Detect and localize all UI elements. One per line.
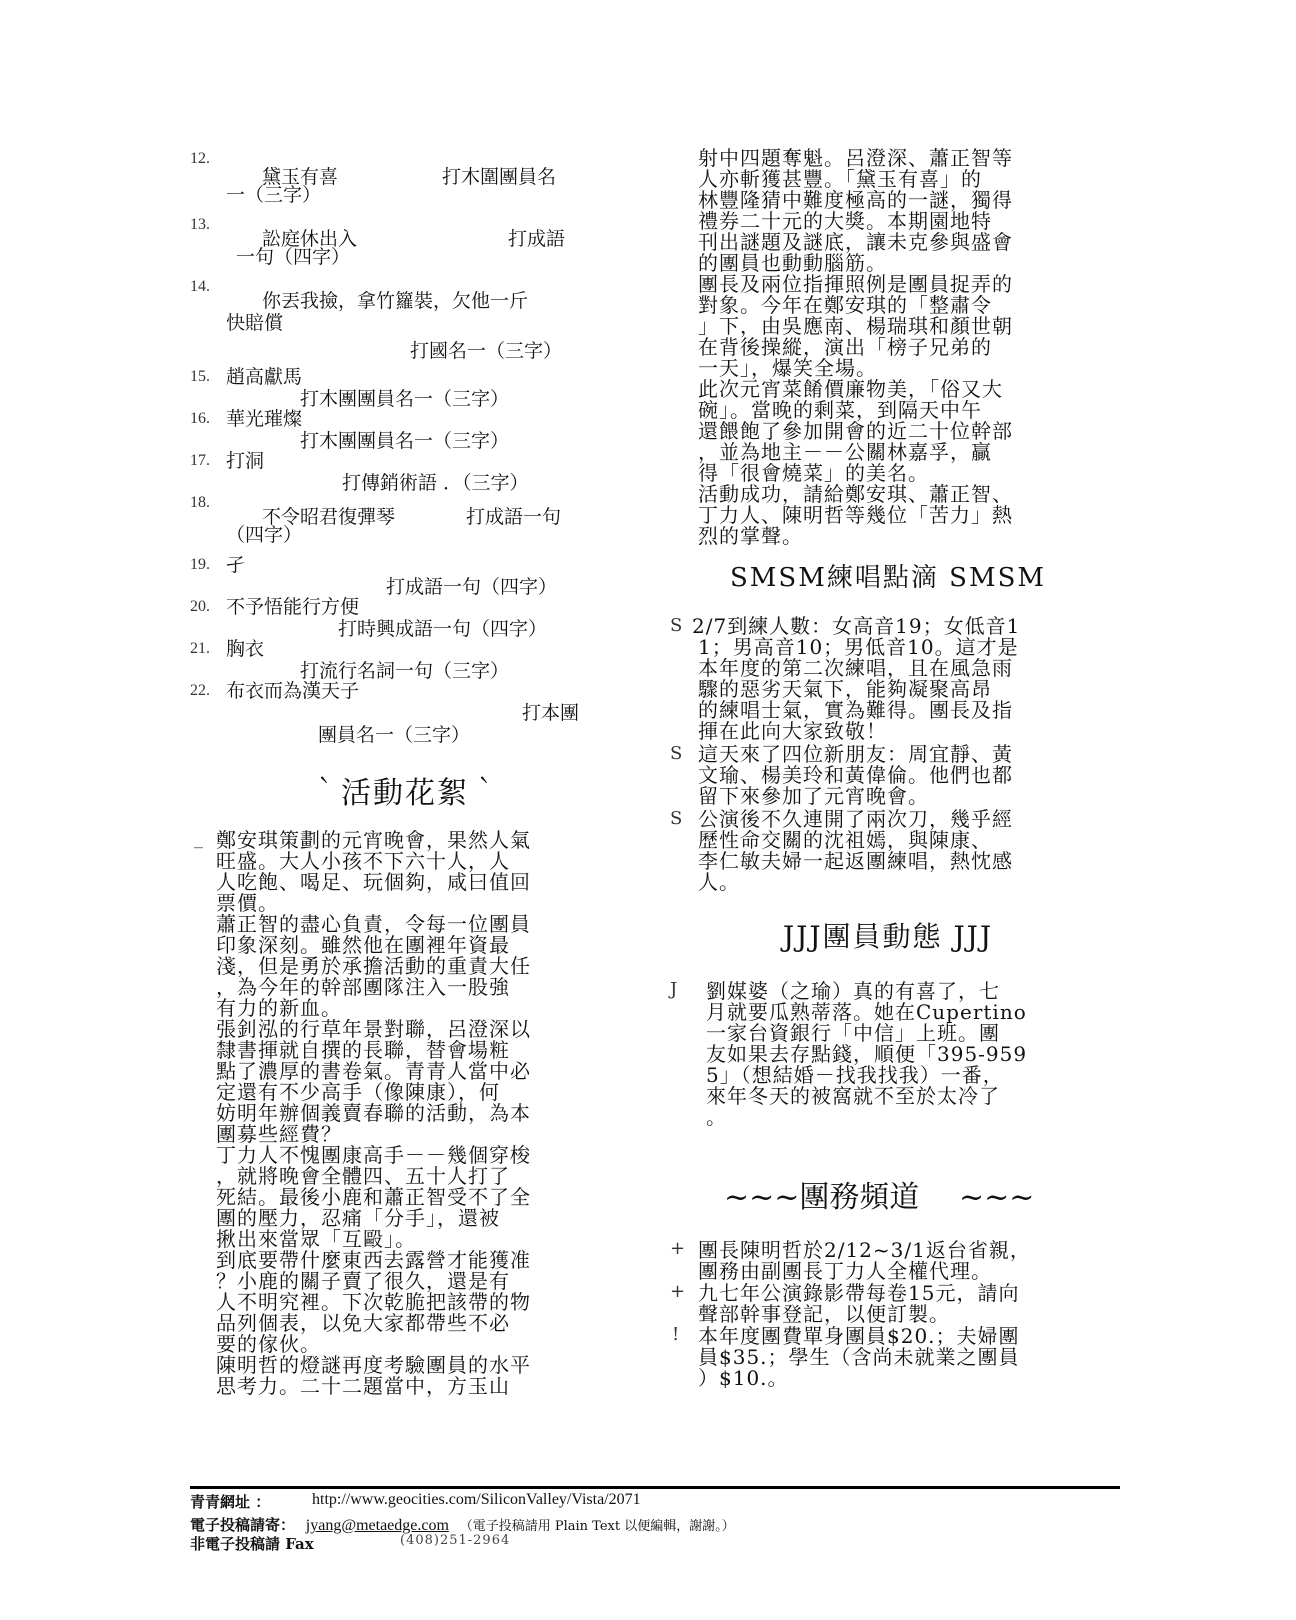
riddle-text: 華光璀燦 bbox=[226, 408, 303, 430]
list-item-text bbox=[698, 1240, 1108, 1282]
text-line: 本年度的第二次練唱，且在風急雨 bbox=[698, 656, 1013, 680]
text-line: 聲部幹事登記，以便訂製。 bbox=[698, 1302, 950, 1326]
footer-url-line bbox=[190, 1491, 1120, 1510]
right-column bbox=[668, 148, 1108, 1389]
text-line: 人亦斬獲甚豐。「黛玉有喜」的 bbox=[698, 167, 982, 191]
text-line: 留下來參加了元宵晚會。 bbox=[698, 784, 929, 808]
text-line: 刊出謎題及謎底，讓未克參與盛會 bbox=[698, 230, 1013, 254]
riddle-hint: 打木圍團員名 bbox=[442, 166, 557, 188]
affairs-title-left: ~~~團務頻道 bbox=[724, 1180, 920, 1215]
text-line: 5」（想結婚－找我找我）一番， bbox=[706, 1063, 1004, 1087]
website-link[interactable]: http://www.geocities.com/SiliconValley/Vista/2071 bbox=[312, 1491, 641, 1508]
riddle-text: 不令昭君復彈琴 bbox=[262, 506, 396, 528]
text-line: 公演後不久連開了兩次刀，幾乎經 bbox=[698, 807, 1013, 831]
text-line: ？小鹿的關子賣了很久，還是有 bbox=[216, 1269, 510, 1293]
riddle-hint: 打傳銷術語 ．（三字） bbox=[342, 472, 529, 494]
text-line: 烈的掌聲。 bbox=[698, 524, 803, 548]
riddle-hint-cont: （四字） bbox=[226, 524, 303, 546]
riddle-text: 布衣而為漢天子 bbox=[226, 680, 360, 702]
bullet-mark: S bbox=[670, 615, 683, 636]
text-line: 丁力人不愧團康高手－－幾個穿梭 bbox=[216, 1143, 531, 1167]
text-line: 禮券二十元的大獎。本期園地特 bbox=[698, 209, 992, 233]
text-line: 月就要瓜熟蒂落。她在Cupertino bbox=[706, 1000, 1027, 1024]
list-item-text bbox=[692, 616, 1108, 742]
text-line: 人。 bbox=[698, 870, 740, 894]
list-item bbox=[668, 744, 1108, 807]
text-line: 活動成功，請給鄭安琪、蕭正智、 bbox=[698, 482, 1013, 506]
riddle-number: 22. bbox=[190, 682, 210, 699]
text-line: ，就將晚會全體四、五十人打了 bbox=[216, 1164, 510, 1188]
list-item-text bbox=[698, 744, 1108, 807]
text-line: 九七年公演錄影帶每卷15元，請向 bbox=[698, 1281, 1020, 1305]
text-line: 蕭正智的盡心負責，令每一位團員 bbox=[216, 912, 531, 936]
riddle-hint: 打木團團員名一（三字） bbox=[300, 430, 510, 452]
jjj-article bbox=[668, 981, 1108, 1128]
text-line: 對象。今年在鄭安琪的「整肅令 bbox=[698, 293, 992, 317]
riddle-hint: 打本團 bbox=[522, 702, 580, 724]
riddle-text: 黛玉有喜 bbox=[262, 166, 339, 188]
text-line: 旺盛。大人小孩不下六十人，人 bbox=[216, 849, 510, 873]
left-column bbox=[190, 148, 620, 1397]
riddle-number: 12. bbox=[190, 150, 210, 167]
jjj-text bbox=[706, 981, 1108, 1128]
riddle-hint: 打木團團員名一（三字） bbox=[300, 388, 510, 410]
text-line: 」下，由吳應南、楊瑞琪和顏世朝 bbox=[698, 314, 1013, 338]
riddle-hint-cont: 一句（四字） bbox=[236, 246, 351, 268]
bullet-mark: ! bbox=[672, 1324, 680, 1345]
footer-fax-line bbox=[190, 1533, 1120, 1552]
text-line: 團募些經費？ bbox=[216, 1122, 342, 1146]
riddle-text: 孑 bbox=[226, 554, 246, 576]
text-line: 在背後操縱，演出「榜子兄弟的 bbox=[698, 335, 992, 359]
text-line: 到底要帶什麼東西去露營才能獲准 bbox=[216, 1248, 531, 1272]
affairs-title-right: ~~~ bbox=[958, 1180, 1035, 1215]
text-line: 揪出來當眾「互毆」。 bbox=[216, 1227, 416, 1251]
text-line: 友如果去存點錢，順便「395-959 bbox=[706, 1042, 1028, 1066]
text-line: 團長及兩位指揮照例是團員捉弄的 bbox=[698, 272, 1013, 296]
text-line: 丁力人、陳明哲等幾位「苦力」熱 bbox=[698, 503, 1013, 527]
riddle-item bbox=[190, 492, 620, 554]
footer-divider bbox=[190, 1486, 1120, 1489]
footer bbox=[190, 1491, 1120, 1552]
list-item-text bbox=[698, 809, 1108, 893]
text-line: 死結。最後小鹿和蕭正智受不了全 bbox=[216, 1185, 531, 1209]
text-line: 團長陳明哲於2/12~3/1返台省親， bbox=[698, 1238, 1031, 1262]
riddle-text: 不予悟能行方便 bbox=[226, 596, 360, 618]
riddle-item bbox=[190, 148, 620, 214]
text-line: 歷性命交關的沈祖嫣，與陳康、 bbox=[698, 828, 992, 852]
text-line: ，並為地主－－公關林嘉孚，贏 bbox=[698, 440, 992, 464]
riddle-number: 14. bbox=[190, 278, 210, 295]
fax-label: 非電子投稿請 Fax bbox=[190, 1535, 314, 1553]
riddle-hint: 打時興成語一句（四字） bbox=[338, 618, 548, 640]
list-item-text bbox=[698, 1283, 1108, 1325]
riddle-number: 21. bbox=[190, 640, 210, 657]
riddle-text: 打洞 bbox=[226, 450, 265, 472]
url-label: 青青網址 ： bbox=[190, 1493, 271, 1511]
riddle-number: 16. bbox=[190, 410, 210, 427]
text-line: 本年度團費單身團員$20.；夫婦團 bbox=[698, 1324, 1020, 1348]
riddle-text: 胸衣 bbox=[226, 638, 265, 660]
text-line: 得「很會燒菜」的美名。 bbox=[698, 461, 929, 485]
bullet-mark: J bbox=[670, 979, 678, 1000]
text-line: ）$10.。 bbox=[698, 1366, 789, 1390]
list-item bbox=[668, 1240, 1108, 1282]
list-item-text bbox=[698, 1326, 1108, 1389]
riddle-hint: 打成語一句（四字） bbox=[386, 576, 558, 598]
section-title-affairs bbox=[724, 1172, 1108, 1216]
riddle-number: 17. bbox=[190, 452, 210, 469]
text-line: 員$35.；學生（含尚未就業之團員 bbox=[698, 1345, 1020, 1369]
riddle-item bbox=[190, 596, 620, 638]
bullet-mark: S bbox=[670, 808, 683, 829]
riddle-number: 20. bbox=[190, 598, 210, 615]
text-line: 團務由副團長丁力人全權代理。 bbox=[698, 1259, 992, 1283]
text-line: 團的壓力，忍痛「分手」，還被 bbox=[216, 1206, 500, 1230]
text-line: 思考力。二十二題當中，方玉山 bbox=[216, 1374, 510, 1398]
text-line: ，為今年的幹部團隊注入一股強 bbox=[216, 975, 510, 999]
riddle-text: 你丟我撿，拿竹籮裝，欠他一斤 bbox=[262, 290, 529, 312]
bullet-mark: S bbox=[670, 743, 683, 764]
riddle-hint: 打國名一（三字） bbox=[410, 340, 563, 362]
text-line: 有力的新血。 bbox=[216, 996, 342, 1020]
text-line: 要的傢伙。 bbox=[216, 1332, 321, 1356]
text-line: 還餵飽了參加開會的近二十位幹部 bbox=[698, 419, 1013, 443]
text-line: 的團員也動動腦筋。 bbox=[698, 251, 887, 275]
text-line: 劉媒婆（之瑜）真的有喜了，七 bbox=[706, 979, 1000, 1003]
activity-text bbox=[216, 830, 620, 1397]
activity-article bbox=[190, 830, 620, 1397]
smsm-list bbox=[668, 616, 1108, 893]
text-line: 一家台資銀行「中信」上班。團 bbox=[706, 1021, 1000, 1045]
riddle-hint: 打成語一句 bbox=[466, 506, 562, 528]
section-title-jjj: JJJ團員動態 JJJ bbox=[782, 920, 994, 953]
riddle-number: 15. bbox=[190, 368, 210, 385]
text-line: 1；男高音10；男低音10。這才是 bbox=[698, 635, 1019, 659]
riddle-hint: 打流行名詞一句（三字） bbox=[300, 660, 510, 682]
text-line: 驟的惡劣天氣下，能夠凝聚高昂 bbox=[698, 677, 992, 701]
text-line: 這天來了四位新朋友：周宜靜、黃 bbox=[698, 742, 1013, 766]
text-line: 張釗泓的行草年景對聯，呂澄深以 bbox=[216, 1017, 531, 1041]
riddle-hint-cont: 一（三字） bbox=[226, 184, 322, 206]
text-line: 揮在此向大家致敬！ bbox=[698, 719, 887, 743]
riddle-hint-cont: 團員名一（三字） bbox=[318, 724, 471, 746]
affairs-list bbox=[668, 1240, 1108, 1389]
text-line: 文瑜、楊美玲和黃偉倫。他們也都 bbox=[698, 763, 1013, 787]
text-line: 妨明年辦個義賣春聯的活動，為本 bbox=[216, 1101, 531, 1125]
list-item bbox=[668, 809, 1108, 893]
bullet-mark: _ bbox=[194, 828, 203, 849]
riddle-item bbox=[190, 554, 620, 596]
text-line: 的練唱士氣，實為難得。團長及指 bbox=[698, 698, 1013, 722]
text-line: 此次元宵菜餚價廉物美，「俗又大 bbox=[698, 377, 1003, 401]
text-line: 來年冬天的被窩就不至於太冷了 bbox=[706, 1084, 1000, 1108]
section-title-activity: ｀活動花絮｀ bbox=[309, 776, 501, 811]
text-line: 2/7到練人數：女高音19；女低音1 bbox=[692, 614, 1021, 638]
riddle-hint: 打成語 bbox=[508, 228, 566, 250]
footer-email-line bbox=[190, 1514, 1120, 1533]
riddle-item bbox=[190, 276, 620, 366]
email-link[interactable]: jyang@metaedge.com bbox=[305, 1517, 449, 1534]
text-line: 隸書揮就自撰的長聯，替會場粧 bbox=[216, 1038, 510, 1062]
riddle-item bbox=[190, 450, 620, 492]
riddle-item bbox=[190, 214, 620, 276]
riddle-text: 訟庭休出入 bbox=[262, 228, 358, 250]
bullet-mark: + bbox=[670, 1238, 686, 1259]
text-line: 林豐隆猜中難度極高的一謎，獨得 bbox=[698, 188, 1013, 212]
bullet-mark: + bbox=[670, 1281, 686, 1302]
riddle-item bbox=[190, 638, 620, 680]
text-line: 。 bbox=[706, 1105, 727, 1129]
riddle-text: 趙高獻馬 bbox=[226, 366, 303, 388]
list-item bbox=[668, 1283, 1108, 1325]
text-line: 印象深刻。雖然他在團裡年資最 bbox=[216, 933, 510, 957]
text-line: 人吃飽、喝足、玩個夠，咸曰值回 bbox=[216, 870, 531, 894]
riddle-number: 19. bbox=[190, 556, 210, 573]
fax-number: (408)251-2964 bbox=[400, 1533, 511, 1548]
list-item bbox=[668, 616, 1108, 742]
riddle-number: 18. bbox=[190, 494, 210, 511]
text-line: 射中四題奪魁。呂澄深、蕭正智等 bbox=[698, 146, 1013, 170]
text-line: 定還有不少高手（像陳康），何 bbox=[216, 1080, 500, 1104]
text-line: 點了濃厚的書卷氣。青青人當中必 bbox=[216, 1059, 531, 1083]
text-line: 陳明哲的燈謎再度考驗團員的水平 bbox=[216, 1353, 531, 1377]
text-line: 票價。 bbox=[216, 891, 279, 915]
email-note: （電子投稿請用 Plain Text 以便編輯，謝謝。） bbox=[459, 1519, 735, 1534]
list-item bbox=[668, 1326, 1108, 1389]
riddle-number: 13. bbox=[190, 216, 210, 233]
riddle-text-cont: 快賠償 bbox=[226, 312, 284, 334]
text-line: 李仁敏夫婦一起返團練唱，熱忱感 bbox=[698, 849, 1013, 873]
email-label: 電子投稿請寄： bbox=[190, 1516, 296, 1534]
text-line: 淺，但是勇於承擔活動的重責大任 bbox=[216, 954, 531, 978]
riddle-item bbox=[190, 366, 620, 408]
activity-article-continued bbox=[698, 148, 1108, 547]
riddle-item bbox=[190, 408, 620, 450]
section-title-smsm: SMSM練唱點滴 SMSM bbox=[730, 563, 1046, 593]
riddle-item bbox=[190, 680, 620, 746]
text-line: 碗」。當晚的剩菜，到隔天中午 bbox=[698, 398, 982, 422]
text-line: 鄭安琪策劃的元宵晚會，果然人氣 bbox=[216, 828, 531, 852]
text-line: 一天」，爆笑全場。 bbox=[698, 356, 877, 380]
text-line: 人不明究裡。下次乾脆把該帶的物 bbox=[216, 1290, 531, 1314]
text-line: 品列個表，以免大家都帶些不必 bbox=[216, 1311, 510, 1335]
